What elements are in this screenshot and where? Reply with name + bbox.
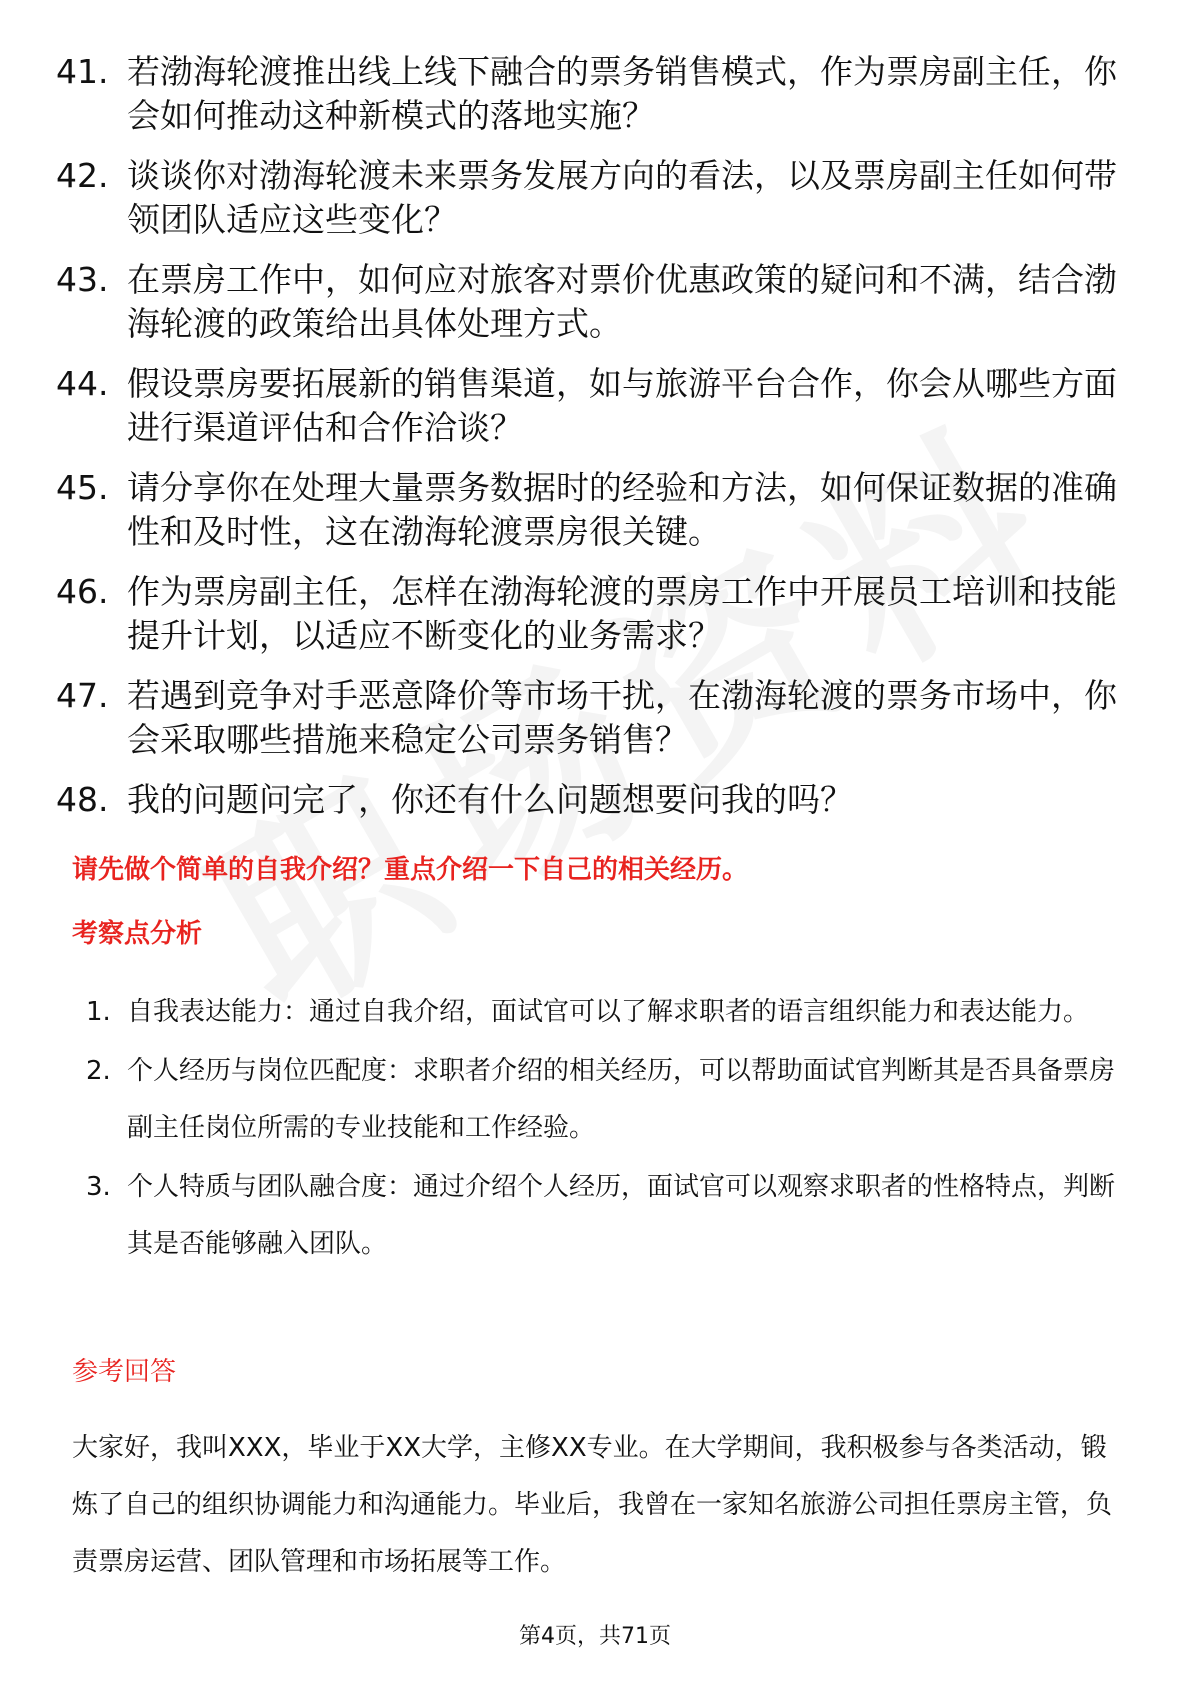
question-list [0, 50, 1190, 838]
page-footer: 第4页，共71页 [519, 1624, 671, 1649]
answer-text: 大家好，我叫XXX，毕业于XX大学，主修XX专业。在大学期间，我积极参与各类活动，锻炼了自己的组织协调能力和沟通能力。毕业后，我曾在一家知名旅游公司担任票房主管，负责票房运营、团队管理和市场拓展等工作。 [72, 1433, 1113, 1577]
question-number: 45. [56, 468, 109, 507]
question-text: 我的问题问完了，你还有什么问题想要问我的吗？ [127, 780, 853, 819]
point-number: 1. [86, 997, 111, 1027]
question-number: 48. [56, 780, 109, 819]
interview-prompt: 请先做个简单的自我介绍？重点介绍一下自己的相关经历。 [72, 855, 749, 885]
question-item [0, 466, 1117, 554]
question-text: 若遇到竞争对手恶意降价等市场干扰，在渤海轮渡的票务市场中，你会采取哪些措施来稳定公司票务销售？ [127, 676, 1117, 759]
analysis-point [0, 1043, 1117, 1157]
analysis-point [0, 984, 1117, 1041]
point-number: 3. [86, 1172, 111, 1202]
answer-heading: 参考回答 [72, 1357, 177, 1387]
question-text: 在票房工作中，如何应对旅客对票价优惠政策的疑问和不满，结合渤海轮渡的政策给出具体处理方式。 [127, 260, 1117, 343]
question-item [0, 154, 1117, 242]
analysis-point [0, 1159, 1117, 1273]
question-item [0, 50, 1117, 138]
question-text: 假设票房要拓展新的销售渠道，如与旅游平台合作，你会从哪些方面进行渠道评估和合作洽谈？ [127, 364, 1117, 447]
point-text: 个人经历与岗位匹配度：求职者介绍的相关经历，可以帮助面试官判断其是否具备票房副主任岗位所需的专业技能和工作经验。 [127, 1056, 1116, 1143]
point-text: 自我表达能力：通过自我介绍，面试官可以了解求职者的语言组织能力和表达能力。 [127, 997, 1090, 1027]
analysis-points [0, 984, 1190, 1275]
point-number: 2. [86, 1056, 111, 1086]
question-text: 谈谈你对渤海轮渡未来票务发展方向的看法，以及票房副主任如何带领团队适应这些变化？ [127, 156, 1117, 239]
question-number: 42. [56, 156, 109, 195]
question-number: 41. [56, 52, 109, 91]
analysis-heading: 考察点分析 [72, 919, 203, 949]
question-text: 若渤海轮渡推出线上线下融合的票务销售模式，作为票房副主任，你会如何推动这种新模式的落地实施？ [127, 52, 1117, 135]
question-number: 47. [56, 676, 109, 715]
question-item [0, 778, 1117, 822]
question-item [0, 258, 1117, 346]
question-item [0, 362, 1117, 450]
question-text: 请分享你在处理大量票务数据时的经验和方法，如何保证数据的准确性和及时性，这在渤海轮渡票房很关键。 [127, 468, 1117, 551]
question-text: 作为票房副主任，怎样在渤海轮渡的票房工作中开展员工培训和技能提升计划，以适应不断变化的业务需求？ [127, 572, 1117, 655]
question-item [0, 570, 1117, 658]
question-number: 46. [56, 572, 109, 611]
question-number: 43. [56, 260, 109, 299]
point-text: 个人特质与团队融合度：通过介绍个人经历，面试官可以观察求职者的性格特点，判断其是否能够融入团队。 [127, 1172, 1116, 1259]
question-number: 44. [56, 364, 109, 403]
question-item [0, 674, 1117, 762]
